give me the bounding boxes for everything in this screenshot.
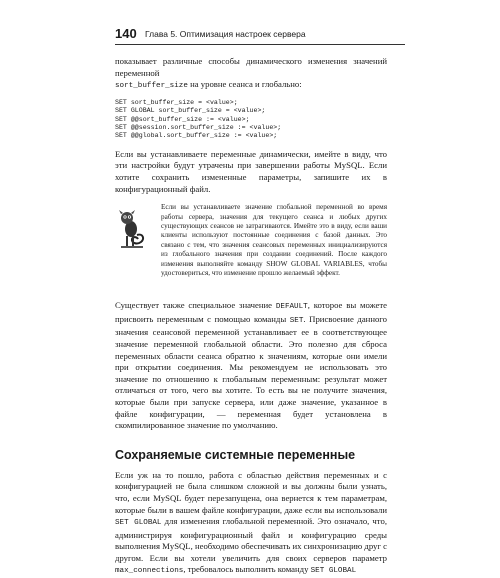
text-run: Существует также специальное значение: [115, 300, 276, 311]
code-line: SET @@global.sort_buffer_size := <value>;: [115, 132, 278, 140]
paragraph-dynamic: Если вы устанавливаете переменные динамически, имейте в виду, что эти настройки будут утрачены при завершении работы MySQL. Если хотите сохранить измененные параметры, запишите их в конфигурационный файл.: [115, 148, 387, 194]
section-heading: Сохраняемые системные переменные: [115, 447, 356, 462]
inline-code: SET GLOBAL: [115, 519, 162, 528]
intro-text-tail: на уровне сеанса и глобально:: [187, 79, 302, 90]
tip-box: [115, 203, 387, 293]
code-line: SET @@session.sort_buffer_size := <value>;: [115, 124, 282, 131]
page-number: 140: [115, 26, 137, 41]
text-run: , которое вы можете присвоить переменным с помощью команды: [115, 300, 387, 324]
inline-code: sort_buffer_size: [115, 82, 188, 91]
running-head: Глава 5. Оптимизация настроек сервера: [145, 29, 306, 39]
paragraph-default: [115, 300, 387, 432]
text-run: Если уж на то пошло, работа с областью действия переменных и с конфигурацией не была слишком сложной и вы должны были узнать, что, если MySQL будет перезапущена, она вернется к тем параметрам, которые были в вашем файле конфигурации, даже если вы использовали: [115, 469, 387, 515]
header-rule: [115, 44, 405, 45]
code-line: SET sort_buffer_size = <value>;: [115, 98, 238, 106]
intro-paragraph: [115, 56, 387, 93]
page-header: [115, 27, 405, 41]
text-run: . Присвоение данного значения сеансовой переменной устанавливает ее в соответствующее значение переменной глобальной области. Это полезно для сброса переменных области сеанса обратно к значениям, которые они имели при открытии соединения. Мы рекомендуем не использовать это значение по отношению к глобальным переменным: результат может отличаться от того, чего вы хотите. То есть вы не получите значения, которые были при запуске сервера, или даже значение, указанное в файле конфигурации, — переменная будет установлена в скомпилированное значение по умолчанию.: [115, 313, 388, 431]
inline-code: max_connections: [115, 567, 184, 576]
intro-text: показывает различные способы динамического изменения значений переменной: [115, 56, 387, 78]
code-line: SET GLOBAL sort_buffer_size = <value>;: [115, 107, 266, 115]
paragraph-persist: [115, 470, 387, 578]
text-run: для изменения глобальной переменной. Это означало, что, администрируя конфигурационный файл и конфигурацию среды выполнения MySQL, необходимо обеспечивать их синхронизацию друг с другом. Если вы хотели увеличить для своих серверов параметр: [115, 516, 388, 563]
inline-code: SET: [289, 316, 304, 325]
code-line: SET @@sort_buffer_size := <value>;: [115, 115, 250, 123]
tip-text: Если вы устанавливаете значение глобальной переменной во время работы сервера, значения для текущего сеанса и любых других существующих сеансов не затрагиваются. Имейте это в виду, если ваши клиенты используют постоянные соединения с базой данных. Это связано с тем, что значения сеансовых переменных инициализируются из глобального значения при создании соединений. После каждого изменения выполняйте команду SHOW GLOBAL VARIABLES, чтобы удостовериться, что изменение прошло желаемый эффект.: [161, 203, 387, 278]
text-run: , требовалось выполнить команду: [183, 564, 311, 575]
inline-code: SET GLOBAL: [310, 567, 357, 576]
code-block: [115, 99, 387, 141]
inline-code: DEFAULT: [275, 303, 308, 312]
lemur-icon: [117, 209, 147, 249]
